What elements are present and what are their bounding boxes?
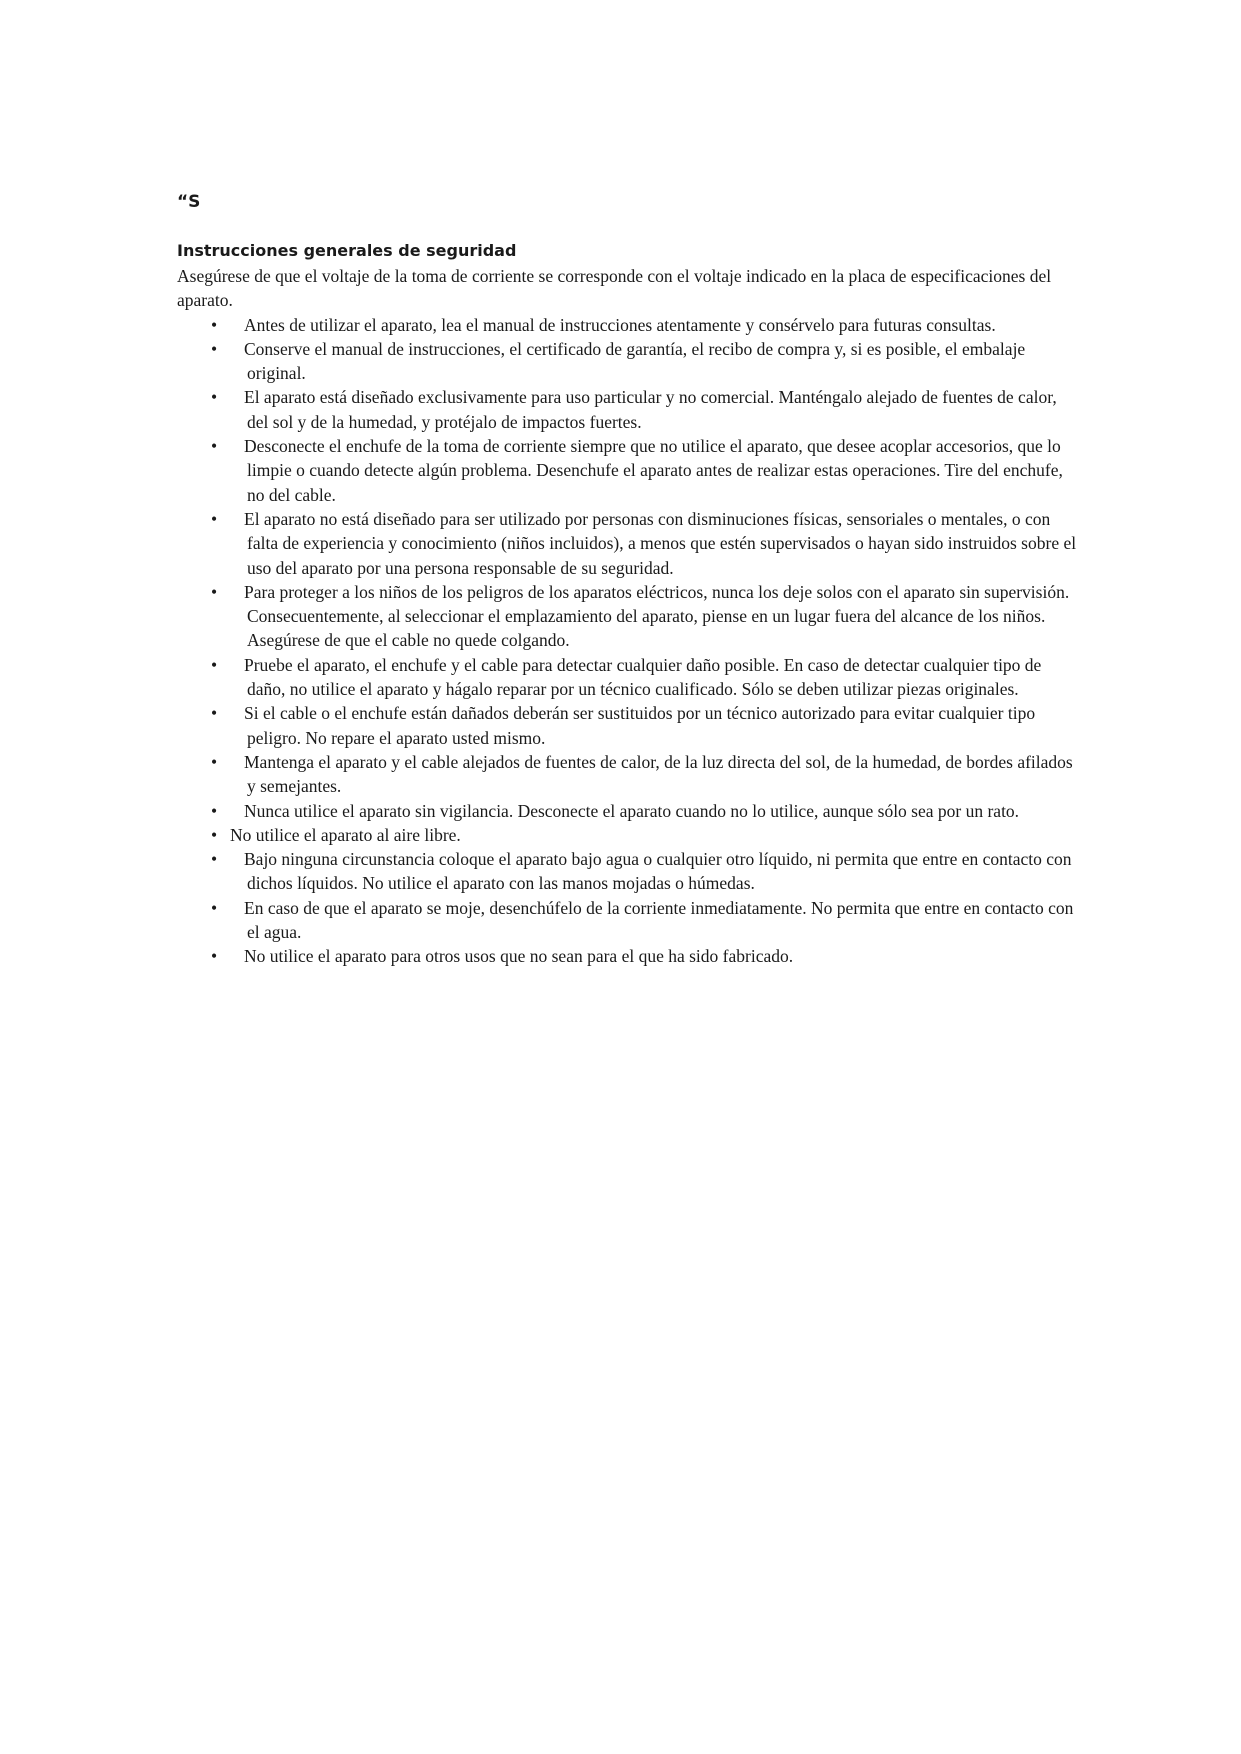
intro-paragraph: Asegúrese de que el voltaje de la toma de corriente se corresponde con el voltaje indicado en la placa de especificaciones del aparato. (177, 266, 1052, 311)
list-item: • No utilice el aparato al aire libre. (177, 823, 1077, 847)
safety-section (177, 238, 1077, 969)
list-item: • En caso de que el aparato se moje, desenchúfelo de la corriente inmediatamente. No permita que entre en contacto con el agua. (177, 896, 1077, 945)
list-item: • Si el cable o el enchufe están dañados deberán ser sustituidos por un técnico autorizado para evitar cualquier tipo peligro. No repare el aparato usted mismo. (177, 701, 1077, 750)
list-item: • Desconecte el enchufe de la toma de corriente siempre que no utilice el aparato, que desee acoplar accesorios, que lo limpie o cuando detecte algún problema. Desenchufe el aparato antes de realizar estas operaciones. Tire del enchufe, no del cable. (177, 434, 1077, 507)
list-item: • Antes de utilizar el aparato, lea el manual de instrucciones atentamente y consérvelo para futuras consultas. (177, 313, 1077, 337)
safety-list (177, 313, 1077, 969)
list-item: • Mantenga el aparato y el cable alejados de fuentes de calor, de la luz directa del sol, de la humedad, de bordes afilados y semejantes. (177, 750, 1077, 799)
section-heading: Instrucciones generales de seguridad (177, 241, 517, 260)
list-item: • Bajo ninguna circunstancia coloque el aparato bajo agua o cualquier otro líquido, ni permita que entre en contacto con dichos líquidos. No utilice el aparato con las manos mojadas o húmedas. (177, 847, 1077, 896)
list-item: • El aparato no está diseñado para ser utilizado por personas con disminuciones físicas, sensoriales o mentales, o con falta de experiencia y conocimiento (niños incluidos), a menos que estén supervisados o hayan sido instruidos sobre el uso del aparato por una persona responsable de su seguridad. (177, 507, 1077, 580)
list-item: • El aparato está diseñado exclusivamente para uso particular y no comercial. Manténgalo alejado de fuentes de calor, del sol y de la humedad, y protéjalo de impactos fuertes. (177, 385, 1077, 434)
list-item: • Nunca utilice el aparato sin vigilancia. Desconecte el aparato cuando no lo utilice, aunque sólo sea por un rato. (177, 799, 1077, 823)
list-item: • Pruebe el aparato, el enchufe y el cable para detectar cualquier daño posible. En caso de detectar cualquier tipo de daño, no utilice el aparato y hágalo reparar por un técnico cualificado. Sólo se deben utilizar piezas originales. (177, 653, 1077, 702)
list-item: • No utilice el aparato para otros usos que no sean para el que ha sido fabricado. (177, 944, 1077, 968)
page-mark: “S (177, 192, 201, 212)
list-item: • Para proteger a los niños de los peligros de los aparatos eléctricos, nunca los deje solos con el aparato sin supervisión. Consecuentemente, al seleccionar el emplazamiento del aparato, piense en un lugar fuera del alcance de los niños. Asegúrese de que el cable no quede colgando. (177, 580, 1077, 653)
list-item: • Conserve el manual de instrucciones, el certificado de garantía, el recibo de compra y, si es posible, el embalaje original. (177, 337, 1077, 386)
